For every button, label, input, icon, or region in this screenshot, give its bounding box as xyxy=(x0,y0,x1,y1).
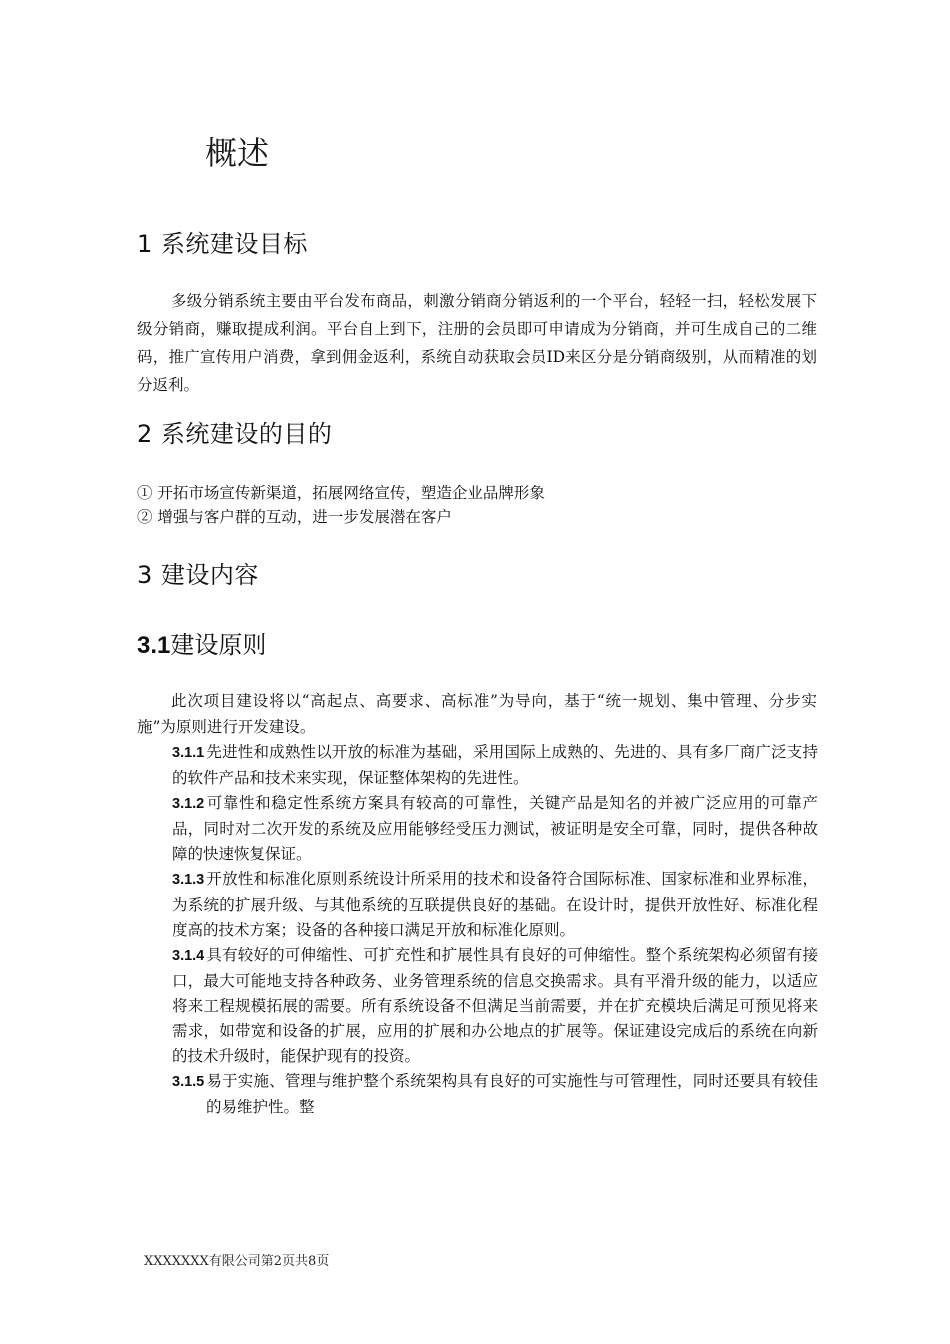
section-goal-paragraph: 多级分销系统主要由平台发布商品，刺激分销商分销返利的一个平台，轻轻一扫，轻松发展下级分销商，赚取提成利润。平台自上到下，注册的会员即可申请成为分销商，并可生成自己的二维码，推广宣传用户消费，拿到佣金返利，系统自动获取会员ID来区分是分销商级别，从而精准的划分返利。 xyxy=(137,292,817,394)
principle-item xyxy=(172,943,818,1069)
principles-list xyxy=(172,740,818,1120)
section-heading-content: 3 建设内容 xyxy=(137,561,259,589)
section-heading-purpose: 2 系统建设的目的 xyxy=(137,420,333,448)
principle-number: 3.1.4 xyxy=(172,948,205,964)
subsection-heading xyxy=(137,625,266,660)
subsection-title: 建设原则 xyxy=(170,631,267,659)
principle-item xyxy=(172,867,818,943)
subsection-intro: 此次项目建设将以“高起点、高要求、高标准”为导向，基于“统一规划、集中管理、分步实施”为原则进行开发建设。 xyxy=(137,692,817,736)
principle-number: 3.1.5 xyxy=(172,1074,205,1090)
principle-item xyxy=(172,1069,818,1120)
subsection-number: 3.1 xyxy=(137,632,171,659)
page-title: 概述 xyxy=(205,134,270,172)
principle-text: 开放性和标准化原则系统设计所采用的技术和设备符合国际标准、国家标准和业界标准，为系统的扩展升级、与其他系统的互联提供良好的基础。在设计时，提供开放性好、标准化程度高的技术方案；设备的各种接口满足开放和标准化原则。 xyxy=(172,870,818,939)
principle-number: 3.1.1 xyxy=(172,745,205,761)
purpose-list xyxy=(137,481,817,529)
page-footer: XXXXXXX有限公司第2页共8页 xyxy=(144,1254,330,1269)
purpose-item: ② 增强与客户群的互动，进一步发展潜在客户 xyxy=(137,508,452,526)
principle-text: 具有较好的可伸缩性、可扩充性和扩展性具有良好的可伸缩性。整个系统架构必须留有接口，最大可能地支持各种政务、业务管理系统的信息交换需求。具有平滑升级的能力，以适应将来工程规模拓展的需要。所有系统设备不但满足当前需要，并在扩充模块后满足可预见将来需求，如带宽和设备的扩展，应用的扩展和办公地点的扩展等。保证建设完成后的系统在向新的技术升级时，能保护现有的投资。 xyxy=(172,946,818,1065)
section-heading-goal: 1 系统建设目标 xyxy=(137,230,308,258)
principle-number: 3.1.2 xyxy=(172,796,205,812)
principle-number: 3.1.3 xyxy=(172,872,205,888)
principle-item xyxy=(172,791,818,867)
principle-item xyxy=(172,740,818,791)
principle-text: 易于实施、管理与维护整个系统架构具有良好的可实施性与可管理性，同时还要具有较佳的易维护性。整 xyxy=(206,1072,818,1116)
principle-text: 先进性和成熟性以开放的标准为基础，采用国际上成熟的、先进的、具有多厂商广泛支持的软件产品和技术来实现，保证整体架构的先进性。 xyxy=(172,743,818,787)
principle-text: 可靠性和稳定性系统方案具有较高的可靠性，关键产品是知名的并被广泛应用的可靠产品，同时对二次开发的系统及应用能够经受压力测试，被证明是安全可靠，同时，提供各种故障的快速恢复保证。 xyxy=(172,794,818,863)
purpose-item: ① 开拓市场宣传新渠道，拓展网络宣传，塑造企业品牌形象 xyxy=(137,484,545,502)
